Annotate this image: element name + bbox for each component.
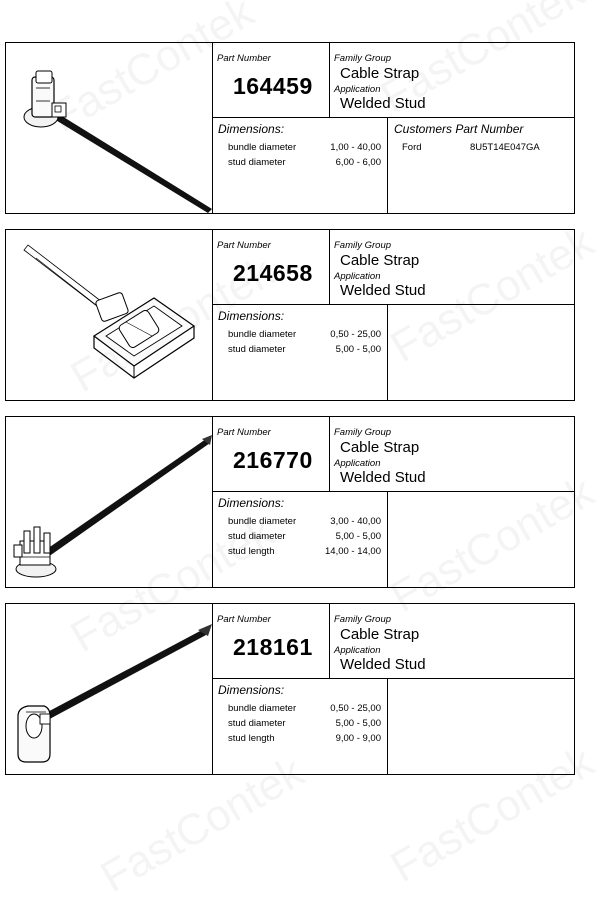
cable-strap-image bbox=[6, 43, 212, 213]
dimension-name: bundle diameter bbox=[228, 329, 297, 340]
application-label: Application bbox=[334, 271, 381, 282]
application-label: Application bbox=[334, 645, 381, 656]
part-number-label: Part Number bbox=[217, 427, 271, 438]
part-card bbox=[5, 603, 575, 775]
part-image bbox=[6, 43, 213, 213]
dimension-name: stud length bbox=[228, 546, 275, 557]
part-number-cell bbox=[213, 230, 330, 305]
dimension-value: 9,00 - 9,00 bbox=[335, 733, 381, 744]
application: Welded Stud bbox=[340, 469, 426, 486]
customer-cell bbox=[388, 679, 574, 774]
customer-cell bbox=[388, 118, 574, 213]
family-group: Cable Strap bbox=[340, 252, 420, 269]
family-cell bbox=[330, 604, 574, 679]
part-number-cell bbox=[213, 417, 330, 492]
dimensions-cell bbox=[213, 118, 388, 213]
family-group: Cable Strap bbox=[340, 439, 420, 456]
dimensions-label: Dimensions: bbox=[218, 683, 285, 697]
customer-cell bbox=[388, 492, 574, 587]
customer-name: Ford bbox=[402, 142, 422, 153]
part-number-label: Part Number bbox=[217, 53, 271, 64]
dimension-value: 0,50 - 25,00 bbox=[330, 703, 381, 714]
family-group-label: Family Group bbox=[334, 614, 392, 625]
family-cell bbox=[330, 230, 574, 305]
dimension-name: stud length bbox=[228, 733, 275, 744]
part-number: 214658 bbox=[233, 260, 313, 286]
dimension-value: 3,00 - 40,00 bbox=[330, 516, 381, 527]
dimension-value: 0,50 - 25,00 bbox=[330, 329, 381, 340]
part-image bbox=[6, 604, 213, 774]
part-number: 164459 bbox=[233, 73, 313, 99]
family-cell bbox=[330, 43, 574, 118]
dimension-value: 6,00 - 6,00 bbox=[335, 157, 381, 168]
part-image bbox=[6, 417, 213, 587]
dimension-value: 14,00 - 14,00 bbox=[325, 546, 381, 557]
part-card bbox=[5, 416, 575, 588]
part-card bbox=[5, 229, 575, 401]
application-label: Application bbox=[334, 458, 381, 469]
dimension-name: stud diameter bbox=[228, 157, 286, 168]
dimension-name: bundle diameter bbox=[228, 703, 297, 714]
dimension-value: 5,00 - 5,00 bbox=[335, 718, 381, 729]
dimensions-label: Dimensions: bbox=[218, 122, 285, 136]
dimension-value: 5,00 - 5,00 bbox=[335, 344, 381, 355]
dimensions-label: Dimensions: bbox=[218, 309, 285, 323]
dimensions-cell bbox=[213, 305, 388, 400]
part-number: 216770 bbox=[233, 447, 313, 473]
dimension-name: stud diameter bbox=[228, 531, 286, 542]
dimension-name: stud diameter bbox=[228, 718, 286, 729]
cable-strap-image bbox=[6, 230, 212, 400]
dimension-name: bundle diameter bbox=[228, 516, 297, 527]
part-number-label: Part Number bbox=[217, 240, 271, 251]
part-card bbox=[5, 42, 575, 214]
cable-strap-image bbox=[6, 417, 212, 587]
cable-strap-image bbox=[6, 604, 212, 774]
family-group-label: Family Group bbox=[334, 53, 392, 64]
part-image bbox=[6, 230, 213, 400]
family-group-label: Family Group bbox=[334, 240, 392, 251]
application: Welded Stud bbox=[340, 95, 426, 112]
dimension-value: 1,00 - 40,00 bbox=[330, 142, 381, 153]
part-number-cell bbox=[213, 604, 330, 679]
dimensions-cell bbox=[213, 679, 388, 774]
part-number: 218161 bbox=[233, 634, 313, 660]
family-group: Cable Strap bbox=[340, 626, 420, 643]
application-label: Application bbox=[334, 84, 381, 95]
family-group-label: Family Group bbox=[334, 427, 392, 438]
application: Welded Stud bbox=[340, 656, 426, 673]
dimension-name: stud diameter bbox=[228, 344, 286, 355]
part-number-cell bbox=[213, 43, 330, 118]
dimension-name: bundle diameter bbox=[228, 142, 297, 153]
dimensions-cell bbox=[213, 492, 388, 587]
part-number-label: Part Number bbox=[217, 614, 271, 625]
dimensions-label: Dimensions: bbox=[218, 496, 285, 510]
application: Welded Stud bbox=[340, 282, 426, 299]
customer-cell bbox=[388, 305, 574, 400]
family-cell bbox=[330, 417, 574, 492]
customer-part-code: 8U5T14E047GA bbox=[470, 142, 540, 153]
family-group: Cable Strap bbox=[340, 65, 420, 82]
dimension-value: 5,00 - 5,00 bbox=[335, 531, 381, 542]
customers-part-number-label: Customers Part Number bbox=[394, 122, 524, 136]
